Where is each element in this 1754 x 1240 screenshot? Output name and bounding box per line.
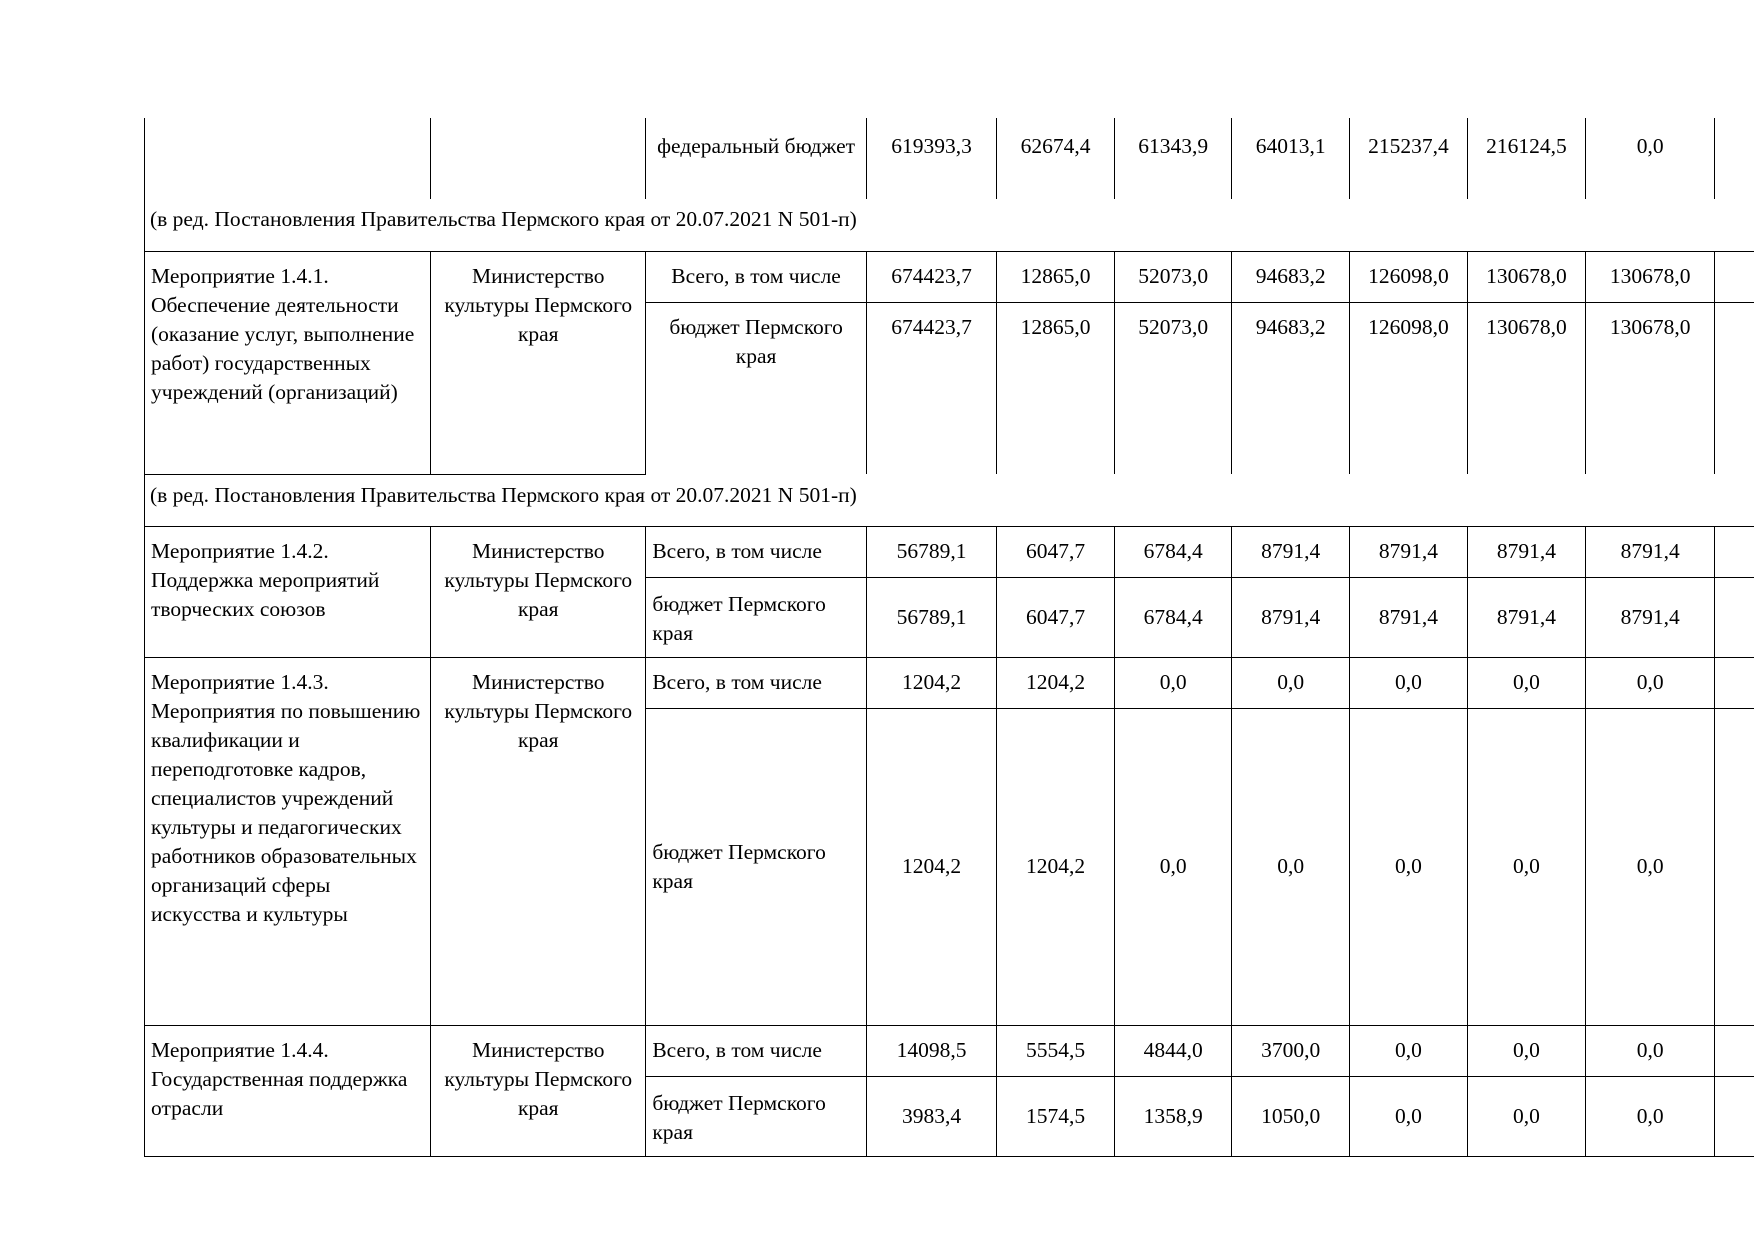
value-cell: 0,0 bbox=[1585, 118, 1715, 199]
value-cell: 0,0 bbox=[1349, 1025, 1467, 1076]
value-cell bbox=[1715, 1025, 1754, 1076]
value-cell: 1358,9 bbox=[1114, 1076, 1232, 1156]
value-cell bbox=[1715, 526, 1754, 577]
value-cell: 0,0 bbox=[1585, 708, 1715, 1025]
source-cell: бюджет Пермского края bbox=[646, 577, 866, 657]
value-cell: 8791,4 bbox=[1585, 577, 1715, 657]
value-cell: 126098,0 bbox=[1349, 251, 1467, 302]
value-cell: 62674,4 bbox=[997, 118, 1115, 199]
value-cell: 216124,5 bbox=[1467, 118, 1585, 199]
executor-name: Министерство культуры Пермского края bbox=[431, 526, 646, 657]
value-cell: 94683,2 bbox=[1232, 251, 1350, 302]
value-cell: 52073,0 bbox=[1114, 302, 1232, 474]
value-cell: 4844,0 bbox=[1114, 1025, 1232, 1076]
source-cell: федеральный бюджет bbox=[646, 118, 866, 199]
amendment-note-row bbox=[145, 199, 1754, 251]
measure-name: Мероприятие 1.4.3. Мероприятия по повышению квалификации и переподготовке кадров, специалистов учреждений культуры и педагогических работников образовательных организаций сферы искусства и культуры bbox=[145, 657, 431, 1025]
value-cell: 12865,0 bbox=[997, 251, 1115, 302]
value-cell: 130678,0 bbox=[1585, 302, 1715, 474]
value-cell: 0,0 bbox=[1467, 708, 1585, 1025]
value-cell: 14098,5 bbox=[866, 1025, 996, 1076]
value-cell: 1050,0 bbox=[1232, 1076, 1350, 1156]
value-cell: 5554,5 bbox=[997, 1025, 1115, 1076]
value-cell: 12865,0 bbox=[997, 302, 1115, 474]
value-cell: 0,0 bbox=[1585, 1025, 1715, 1076]
value-cell: 0,0 bbox=[1232, 708, 1350, 1025]
value-cell: 674423,7 bbox=[866, 302, 996, 474]
value-cell: 8791,4 bbox=[1232, 577, 1350, 657]
value-cell: 61343,9 bbox=[1114, 118, 1232, 199]
value-cell bbox=[1715, 118, 1754, 199]
value-cell: 0,0 bbox=[1114, 657, 1232, 708]
executor-name: Министерство культуры Пермского края bbox=[431, 1025, 646, 1156]
value-cell: 3983,4 bbox=[866, 1076, 996, 1156]
source-cell: Всего, в том числе bbox=[646, 657, 866, 708]
value-cell: 6047,7 bbox=[997, 526, 1115, 577]
value-cell: 0,0 bbox=[1114, 708, 1232, 1025]
value-cell bbox=[1715, 708, 1754, 1025]
value-cell: 0,0 bbox=[1349, 1076, 1467, 1156]
value-cell bbox=[1715, 302, 1754, 474]
value-cell: 130678,0 bbox=[1467, 251, 1585, 302]
value-cell: 8791,4 bbox=[1349, 526, 1467, 577]
value-cell: 0,0 bbox=[1232, 657, 1350, 708]
value-cell: 0,0 bbox=[1467, 1076, 1585, 1156]
value-cell: 130678,0 bbox=[1467, 302, 1585, 474]
value-cell: 8791,4 bbox=[1467, 577, 1585, 657]
value-cell: 0,0 bbox=[1349, 657, 1467, 708]
value-cell: 8791,4 bbox=[1349, 577, 1467, 657]
value-cell: 6784,4 bbox=[1114, 526, 1232, 577]
value-cell: 674423,7 bbox=[866, 251, 996, 302]
value-cell bbox=[1715, 657, 1754, 708]
table-row bbox=[145, 526, 1754, 577]
value-cell: 1204,2 bbox=[866, 657, 996, 708]
value-cell: 0,0 bbox=[1349, 708, 1467, 1025]
measure-name: Мероприятие 1.4.2. Поддержка мероприятий творческих союзов bbox=[145, 526, 431, 657]
value-cell: 52073,0 bbox=[1114, 251, 1232, 302]
value-cell: 1204,2 bbox=[866, 708, 996, 1025]
source-cell: Всего, в том числе bbox=[646, 1025, 866, 1076]
value-cell bbox=[1715, 251, 1754, 302]
executor-cell bbox=[431, 118, 646, 199]
value-cell: 0,0 bbox=[1467, 657, 1585, 708]
source-cell: Всего, в том числе bbox=[646, 251, 866, 302]
value-cell: 130678,0 bbox=[1585, 251, 1715, 302]
table-row bbox=[145, 1025, 1754, 1076]
source-cell: Всего, в том числе bbox=[646, 526, 866, 577]
value-cell bbox=[1715, 577, 1754, 657]
value-cell: 94683,2 bbox=[1232, 302, 1350, 474]
value-cell: 8791,4 bbox=[1467, 526, 1585, 577]
amendment-note: (в ред. Постановления Правительства Пермского края от 20.07.2021 N 501-п) bbox=[145, 474, 1754, 526]
executor-name: Министерство культуры Пермского края bbox=[431, 251, 646, 474]
funding-table bbox=[144, 118, 1754, 1157]
source-cell: бюджет Пермского края bbox=[646, 708, 866, 1025]
value-cell: 0,0 bbox=[1585, 657, 1715, 708]
value-cell: 1204,2 bbox=[997, 657, 1115, 708]
measure-name: Мероприятие 1.4.1. Обеспечение деятельности (оказание услуг, выполнение работ) государственных учреждений (организаций) bbox=[145, 251, 431, 474]
amendment-note: (в ред. Постановления Правительства Пермского края от 20.07.2021 N 501-п) bbox=[145, 199, 1754, 251]
value-cell: 6784,4 bbox=[1114, 577, 1232, 657]
source-cell: бюджет Пермского края bbox=[646, 1076, 866, 1156]
name-cell bbox=[145, 118, 431, 199]
value-cell: 8791,4 bbox=[1232, 526, 1350, 577]
value-cell: 1204,2 bbox=[997, 708, 1115, 1025]
value-cell: 6047,7 bbox=[997, 577, 1115, 657]
value-cell: 56789,1 bbox=[866, 526, 996, 577]
value-cell: 126098,0 bbox=[1349, 302, 1467, 474]
value-cell bbox=[1715, 1076, 1754, 1156]
source-cell: бюджет Пермского края bbox=[646, 302, 866, 474]
measure-name: Мероприятие 1.4.4. Государственная поддержка отрасли bbox=[145, 1025, 431, 1156]
value-cell: 56789,1 bbox=[866, 577, 996, 657]
value-cell: 215237,4 bbox=[1349, 118, 1467, 199]
value-cell: 1574,5 bbox=[997, 1076, 1115, 1156]
amendment-note-row bbox=[145, 474, 1754, 526]
table-row bbox=[145, 251, 1754, 302]
value-cell: 64013,1 bbox=[1232, 118, 1350, 199]
value-cell: 0,0 bbox=[1585, 1076, 1715, 1156]
table-row bbox=[145, 118, 1754, 199]
value-cell: 3700,0 bbox=[1232, 1025, 1350, 1076]
value-cell: 0,0 bbox=[1467, 1025, 1585, 1076]
executor-name: Министерство культуры Пермского края bbox=[431, 657, 646, 1025]
table-row bbox=[145, 657, 1754, 708]
value-cell: 8791,4 bbox=[1585, 526, 1715, 577]
value-cell: 619393,3 bbox=[866, 118, 996, 199]
